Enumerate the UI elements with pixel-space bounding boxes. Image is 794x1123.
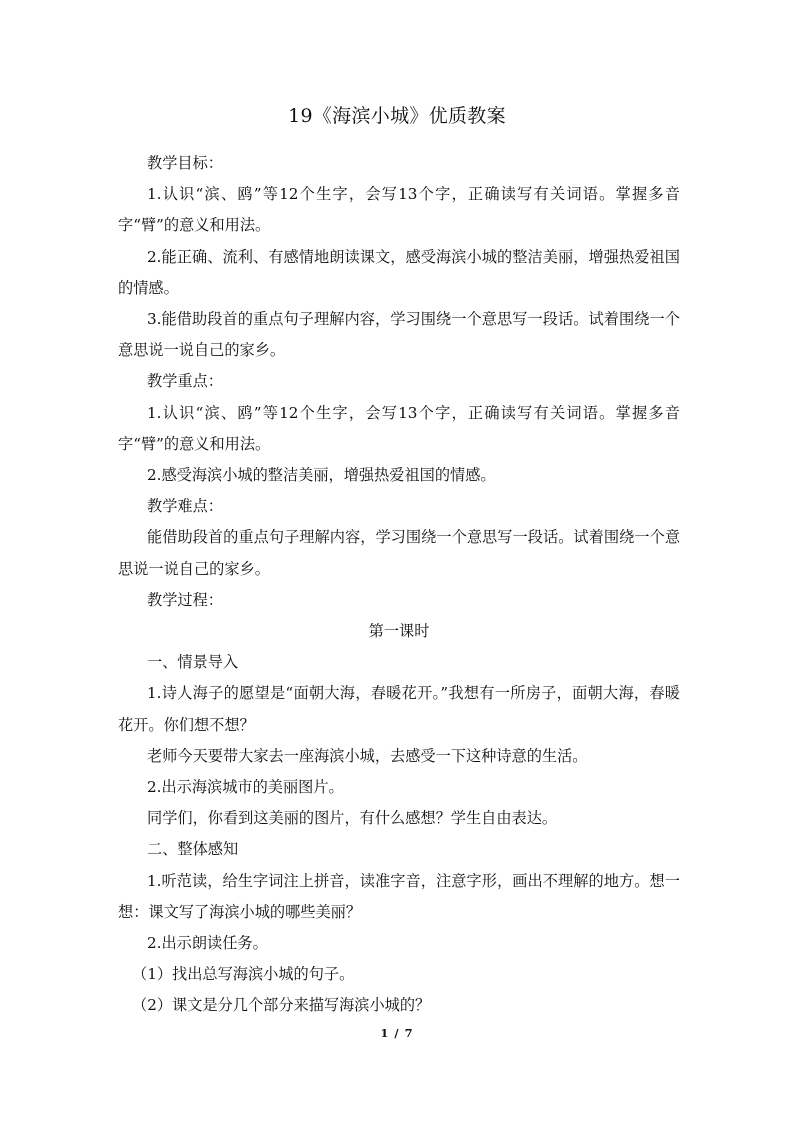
page-number: 1 / 7 [380,1026,414,1040]
paragraph: 2.出示朗读任务。 [147,934,268,953]
paragraph: 教学难点： [147,497,223,516]
paragraph: （2）课文是分几个部分来描写海滨小城的？ [132,996,431,1015]
paragraph: 老师今天要带大家去一座海滨小城，去感受一下这种诗意的生活。 [147,746,588,765]
paragraph: 1.认识“滨、鸥”等12个生字，会写13个字，正确读写有关词语。掌握多音字“臂”的意义和用法。 [118,403,680,453]
paragraph: 一、情景导入 [147,653,239,672]
paragraph: 3.能借助段首的重点句子理解内容，学习围绕一个意思写一段话。试着围绕一个意思说一说自己的家乡。 [118,310,680,360]
paragraph: 同学们，你看到这美丽的图片，有什么感想？学生自由表达。 [147,809,558,828]
paragraph: 教学目标： [147,154,223,172]
paragraph: 2.能正确、流利、有感情地朗读课文，感受海滨小城的整洁美丽，增强热爱祖国的情感。 [118,247,680,297]
document-body [118,148,680,1022]
section-heading: 第一课时 [368,622,430,641]
paragraph: 2.感受海滨小城的整洁美丽，增强热爱祖国的情感。 [147,466,496,485]
paragraph: 1.认识“滨、鸥”等12个生字，会写13个字，正确读写有关词语。掌握多音字“臂”的意义和用法。 [118,185,680,235]
document-title: 19《海滨小城》优质教案 [288,105,506,127]
paragraph: 能借助段首的重点句子理解内容，学习围绕一个意思写一段话。试着围绕一个意思说一说自己的家乡。 [118,528,680,578]
paragraph: 教学重点： [147,372,223,391]
paragraph: （1）找出总写海滨小城的句子。 [132,965,355,984]
paragraph: 2.出示海滨城市的美丽图片。 [147,778,344,797]
paragraph: 1.诗人海子的愿望是“面朝大海，春暖花开。”我想有一所房子，面朝大海，春暖花开。你们想不想？ [118,684,680,734]
paragraph: 教学过程： [147,590,223,609]
paragraph: 二、整体感知 [147,840,239,859]
paragraph: 1.听范读，给生字词注上拼音，读准字音，注意字形，画出不理解的地方。想一想：课文写了海滨小城的哪些美丽？ [118,871,680,921]
